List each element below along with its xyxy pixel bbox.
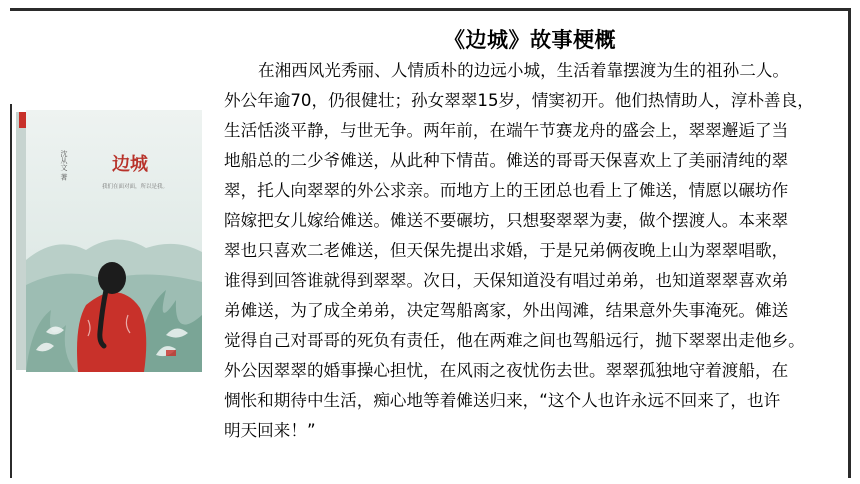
paragraph-line: 翠，托人向翠翠的外公求亲。而地方上的王团总也看上了傩送，情愿以碾坊作 — [224, 181, 789, 200]
paragraph-line: 生活恬淡平静，与世无争。两年前，在端午节赛龙舟的盛会上，翠翠邂逅了当 — [224, 121, 789, 140]
frame-right-border — [848, 8, 851, 478]
frame-left-border — [10, 104, 12, 478]
book-cover-image — [16, 110, 202, 372]
paragraph-line: 地船总的二少爷傩送，从此种下情苗。傩送的哥哥天保喜欢上了美丽清纯的翠 — [224, 151, 789, 170]
paragraph-line: 陪嫁把女儿嫁给傩送。傩送不要碾坊，只想娶翠翠为妻，做个摆渡人。本来翠 — [224, 211, 789, 230]
paragraph-line: 谁得到回答谁就得到翠翠。次日，天保知道没有唱过弟弟，也知道翠翠喜欢弟 — [224, 271, 789, 290]
paragraph-line: 觉得自己对哥哥的死负有责任，他在两难之间也驾船远行，抛下翠翠出走他乡。 — [224, 331, 805, 350]
paragraph-line: 明天回来！” — [224, 421, 316, 440]
synopsis-paragraph — [224, 56, 846, 446]
paragraph-line: 外公因翠翠的婚事操心担忧，在风雨之夜忧伤去世。翠翠孤独地守着渡船，在 — [224, 361, 789, 380]
frame-top-border — [10, 8, 850, 11]
paragraph-line: 翠也只喜欢二老傩送，但天保先提出求婚，于是兄弟俩夜晚上山为翠翠唱歌， — [224, 241, 789, 260]
page-title: 《边城》故事梗概 — [444, 28, 616, 52]
paragraph-line: 弟傩送，为了成全弟弟，决定驾船离家，外出闯滩，结果意外失事淹死。傩送 — [224, 301, 789, 320]
paragraph-line: 在湘西风光秀丽、人情质朴的边远小城，生活着靠摆渡为生的祖孙二人。 — [258, 61, 789, 80]
paragraph-line: 惆怅和期待中生活，痴心地等着傩送归来，“这个人也许永远不回来了，也许 — [224, 391, 781, 410]
paragraph-line: 外公年逾70，仍很健壮；孙女翠翠15岁，情窦初开。他们热情助人，淳朴善良， — [224, 91, 814, 110]
book-author: 沈从文 著 — [60, 150, 68, 181]
book-title: 边城 — [112, 154, 148, 175]
book-tagline: 我们在面对面，所以是我。 — [102, 184, 169, 190]
